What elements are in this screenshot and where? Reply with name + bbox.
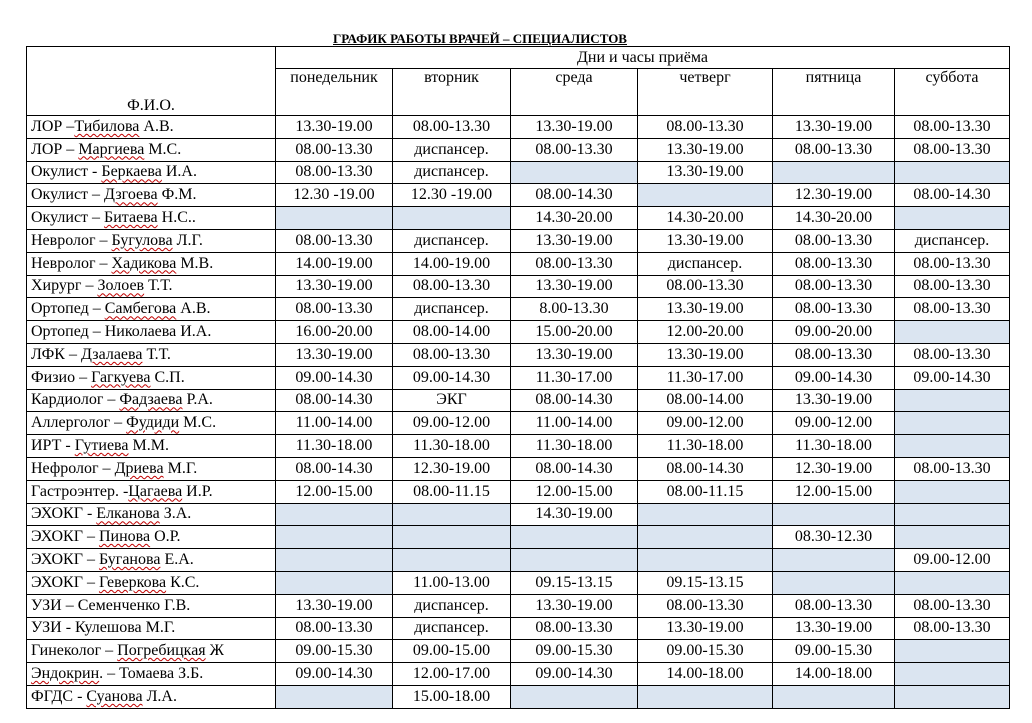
doctor-name-surname: Геверкова	[98, 573, 167, 591]
hours-cell	[276, 549, 393, 572]
doctor-name-suffix: Л.А.	[142, 687, 177, 705]
hours-cell: 09.00-15.30	[511, 640, 638, 663]
doctor-name-surname: Погребицкая	[117, 642, 206, 660]
hours-cell: 08.00-14.30	[276, 457, 393, 480]
doctor-name-prefix: ЛОР –	[31, 140, 79, 158]
hours-cell: 09.00-14.30	[895, 366, 1010, 389]
doctor-name-prefix: Невролог –	[31, 231, 112, 249]
hours-cell	[638, 685, 773, 708]
doctor-name-prefix: УЗИ - Кулешова М.Г.	[31, 619, 176, 637]
doctor-name-surname: Золоев	[97, 277, 145, 295]
table-row	[27, 503, 1010, 526]
hours-cell: 09.00-12.00	[895, 549, 1010, 572]
hours-cell: 08.00-14.30	[511, 389, 638, 412]
hours-cell: 11.30-18.00	[638, 435, 773, 458]
hours-cell: 08.00-14.00	[393, 321, 511, 344]
hours-cell: 08.00-14.30	[511, 457, 638, 480]
hours-cell: 08.00-11.15	[393, 480, 511, 503]
table-row	[27, 184, 1010, 207]
doctor-name-surname: Гагкуева	[91, 368, 151, 386]
doctor-name	[27, 640, 276, 663]
hours-cell: 09.00-14.30	[393, 366, 511, 389]
doctor-name-surname: Елканова	[96, 505, 160, 523]
hours-cell: 11.00-13.00	[393, 571, 511, 594]
hours-cell: 08.00-11.15	[638, 480, 773, 503]
hours-cell	[773, 549, 895, 572]
hours-cell: 08.00-13.30	[276, 161, 393, 184]
hours-cell: 08.00-13.30	[276, 138, 393, 161]
hours-cell	[895, 412, 1010, 435]
document-title: ГРАФИК РАБОТЫ ВРАЧЕЙ – СПЕЦИАЛИСТОВ	[333, 31, 627, 46]
hours-cell: 13.30-19.00	[638, 229, 773, 252]
hours-cell: 12.00-15.00	[773, 480, 895, 503]
doctor-name-suffix: М.С.	[144, 140, 182, 158]
hours-cell: 13.30-19.00	[638, 343, 773, 366]
hours-cell: 08.00-13.30	[773, 298, 895, 321]
hours-cell: 15.00-20.00	[511, 321, 638, 344]
doctor-name-surname: Хадикова	[111, 254, 177, 272]
hours-cell: 13.30-19.00	[276, 275, 393, 298]
doctor-name	[27, 457, 276, 480]
doctor-name-prefix: ИРТ -	[31, 437, 75, 455]
doctor-name	[27, 116, 276, 139]
hours-cell: 08.00-13.30	[895, 138, 1010, 161]
hours-cell	[511, 526, 638, 549]
doctor-name	[27, 343, 276, 366]
doctor-name-prefix: Аллерголог –	[31, 414, 127, 432]
doctor-name-surname: Пинова	[98, 528, 151, 546]
doctor-name-surname: Суанова	[86, 687, 143, 705]
hours-cell: 11.00-14.00	[511, 412, 638, 435]
hours-cell: 08.00-13.30	[511, 138, 638, 161]
hours-cell	[895, 435, 1010, 458]
doctor-name	[27, 389, 276, 412]
table-row	[27, 252, 1010, 275]
hours-cell: 08.00-13.30	[773, 594, 895, 617]
hours-cell: 09.00-15.00	[393, 640, 511, 663]
table-row	[27, 594, 1010, 617]
doctor-name-suffix: Ж	[205, 642, 224, 660]
hours-cell	[773, 685, 895, 708]
hours-cell: 08.00-13.30	[895, 617, 1010, 640]
hours-cell: 09.00-14.30	[511, 663, 638, 686]
hours-cell: 13.30-19.00	[511, 229, 638, 252]
hours-cell: 09.00-20.00	[773, 321, 895, 344]
hours-cell	[276, 207, 393, 230]
table-row	[27, 412, 1010, 435]
hours-cell	[895, 640, 1010, 663]
hours-cell: 13.30-19.00	[511, 343, 638, 366]
doctor-name-prefix: Окулист -	[31, 163, 102, 181]
hours-cell: 12.00-17.00	[393, 663, 511, 686]
table-row	[27, 161, 1010, 184]
hours-cell: 14.30-20.00	[511, 207, 638, 230]
hours-cell: 09.00-15.30	[773, 640, 895, 663]
hours-cell: 08.00-13.30	[638, 116, 773, 139]
doctor-name	[27, 549, 276, 572]
hours-cell	[393, 526, 511, 549]
hours-cell: 08.00-13.30	[638, 275, 773, 298]
hours-cell: 13.30-19.00	[773, 617, 895, 640]
hours-cell: 08.00-13.30	[276, 617, 393, 640]
doctor-name-suffix: Н.С..	[157, 209, 196, 227]
hours-cell	[276, 685, 393, 708]
table-row	[27, 571, 1010, 594]
hours-cell	[895, 161, 1010, 184]
hours-cell: 12.30 -19.00	[393, 184, 511, 207]
doctor-name-suffix: Е.А.	[160, 551, 194, 569]
hours-cell: 13.30-19.00	[638, 138, 773, 161]
doctor-name-surname: Самбегова	[104, 300, 177, 318]
hours-cell: диспансер.	[895, 229, 1010, 252]
table-row	[27, 640, 1010, 663]
table-row	[27, 435, 1010, 458]
header-day: суббота	[895, 69, 1010, 116]
doctor-name	[27, 663, 276, 686]
hours-cell: 11.30-18.00	[393, 435, 511, 458]
hours-cell: 08.00-13.30	[895, 275, 1010, 298]
header-day: понедельник	[276, 69, 393, 116]
doctor-name	[27, 594, 276, 617]
hours-cell	[638, 503, 773, 526]
doctor-name	[27, 685, 276, 708]
hours-cell: 14.30-20.00	[638, 207, 773, 230]
schedule-table	[26, 46, 1010, 709]
hours-cell: 14.30-20.00	[773, 207, 895, 230]
doctor-name-prefix: ЛФК –	[31, 345, 81, 363]
hours-cell	[895, 663, 1010, 686]
doctor-name-suffix: Ф.М.	[157, 186, 197, 204]
doctor-name-suffix: С.П.	[150, 368, 185, 386]
hours-cell: 09.00-14.30	[276, 366, 393, 389]
doctor-name	[27, 229, 276, 252]
hours-cell: 14.00-19.00	[276, 252, 393, 275]
hours-cell: 13.30-19.00	[276, 116, 393, 139]
hours-cell: 08.00-13.30	[895, 594, 1010, 617]
schedule-body	[27, 116, 1010, 709]
hours-cell: 09.00-12.00	[393, 412, 511, 435]
hours-cell: диспансер.	[393, 161, 511, 184]
hours-cell: 14.00-19.00	[393, 252, 511, 275]
doctor-name-surname: Дзгоева	[104, 186, 158, 204]
hours-cell: 12.00-20.00	[638, 321, 773, 344]
hours-cell: 08.00-13.30	[276, 298, 393, 321]
doctor-name-suffix: К.С.	[166, 573, 200, 591]
hours-cell: 11.30-18.00	[276, 435, 393, 458]
header-day: пятница	[773, 69, 895, 116]
hours-cell	[276, 526, 393, 549]
hours-cell	[638, 526, 773, 549]
hours-cell	[895, 685, 1010, 708]
hours-cell: 09.00-15.30	[638, 640, 773, 663]
hours-cell	[895, 480, 1010, 503]
hours-cell	[276, 571, 393, 594]
hours-cell: 08.00-13.30	[895, 343, 1010, 366]
hours-cell: 08.00-13.30	[773, 252, 895, 275]
hours-cell: ЭКГ	[393, 389, 511, 412]
doctor-name-prefix: ЭХОКГ –	[31, 551, 99, 569]
hours-cell: 08.00-13.30	[773, 229, 895, 252]
hours-cell	[895, 503, 1010, 526]
hours-cell: 09.15-13.15	[511, 571, 638, 594]
table-row	[27, 480, 1010, 503]
hours-cell	[638, 549, 773, 572]
header-day: среда	[511, 69, 638, 116]
doctor-name-prefix: ЭХОКГ -	[31, 505, 97, 523]
doctor-name	[27, 298, 276, 321]
hours-cell: диспансер.	[393, 594, 511, 617]
hours-cell: 09.00-15.30	[276, 640, 393, 663]
doctor-name-suffix: А.В.	[176, 300, 211, 318]
hours-cell: 13.30-19.00	[638, 161, 773, 184]
doctor-name-prefix: УЗИ – Семенченко Г.В.	[31, 596, 191, 614]
doctor-name-suffix: Р.А.	[182, 391, 213, 409]
hours-cell: 09.00-12.00	[638, 412, 773, 435]
doctor-name-suffix: А.В.	[139, 117, 174, 135]
doctor-name-suffix: М.С.	[179, 414, 217, 432]
hours-cell	[393, 549, 511, 572]
doctor-name-surname: Тибилова	[74, 117, 140, 135]
hours-cell: 13.30-19.00	[638, 617, 773, 640]
doctor-name-suffix: И.А.	[161, 163, 197, 181]
hours-cell: 08.00-13.30	[511, 252, 638, 275]
hours-cell: 08.00-14.30	[511, 184, 638, 207]
hours-cell: 16.00-20.00	[276, 321, 393, 344]
hours-cell: 12.00-15.00	[276, 480, 393, 503]
hours-cell: 08.00-14.00	[638, 389, 773, 412]
doctor-name	[27, 138, 276, 161]
doctor-name-surname: Гутиева	[74, 437, 129, 455]
doctor-name-surname: Фадзаева	[119, 391, 183, 409]
doctor-name-prefix: Невролог –	[31, 254, 112, 272]
table-row	[27, 457, 1010, 480]
doctor-name-surname: Цагаева	[128, 482, 183, 500]
hours-cell: 13.30-19.00	[276, 343, 393, 366]
table-row	[27, 366, 1010, 389]
doctor-name-suffix: М.М.	[128, 437, 169, 455]
hours-cell	[895, 526, 1010, 549]
doctor-name-prefix: Ортопед –	[31, 300, 105, 318]
doctor-name-suffix: И.Р.	[182, 482, 213, 500]
hours-cell: 14.00-18.00	[638, 663, 773, 686]
hours-cell: диспансер.	[638, 252, 773, 275]
hours-cell: 13.30-19.00	[638, 298, 773, 321]
hours-cell: 08.00-13.30	[638, 594, 773, 617]
table-row	[27, 389, 1010, 412]
table-row	[27, 207, 1010, 230]
doctor-name-suffix: Л.Г.	[172, 231, 203, 249]
hours-cell: диспансер.	[393, 138, 511, 161]
doctor-name	[27, 435, 276, 458]
hours-cell: 11.00-14.00	[276, 412, 393, 435]
doctor-name	[27, 184, 276, 207]
hours-cell	[773, 503, 895, 526]
doctor-name-prefix: ЛОР –	[31, 117, 75, 135]
table-row	[27, 229, 1010, 252]
hours-cell	[773, 161, 895, 184]
hours-cell: 09.00-12.00	[773, 412, 895, 435]
hours-cell: 11.30-17.00	[511, 366, 638, 389]
doctor-name	[27, 321, 276, 344]
hours-cell: 15.00-18.00	[393, 685, 511, 708]
doctor-name	[27, 275, 276, 298]
hours-cell: 08.00-14.30	[276, 389, 393, 412]
doctor-name-suffix: Т.Т.	[144, 277, 173, 295]
hours-cell: диспансер.	[393, 617, 511, 640]
doctor-name-prefix: ЭХОКГ –	[31, 528, 99, 546]
doctor-name-prefix: ЭХОКГ –	[31, 573, 99, 591]
hours-cell: 13.30-19.00	[511, 594, 638, 617]
doctor-name-surname: Дзалаева	[80, 345, 143, 363]
doctor-name-prefix: Физио –	[31, 368, 92, 386]
header-days-title: Дни и часы приёма	[276, 47, 1010, 69]
hours-cell	[895, 571, 1010, 594]
hours-cell: 12.30-19.00	[773, 184, 895, 207]
hours-cell	[393, 503, 511, 526]
header-day: вторник	[393, 69, 511, 116]
hours-cell: 09.00-14.30	[276, 663, 393, 686]
header-row-days-title	[27, 47, 1010, 69]
hours-cell: 13.30-19.00	[511, 116, 638, 139]
hours-cell: 08.00-13.30	[895, 457, 1010, 480]
hours-cell: 08.30-12.30	[773, 526, 895, 549]
table-row	[27, 116, 1010, 139]
doctor-name-suffix: . – Томаева З.Б.	[99, 665, 204, 683]
table-row	[27, 549, 1010, 572]
hours-cell: 08.00-14.30	[895, 184, 1010, 207]
table-row	[27, 526, 1010, 549]
hours-cell	[895, 207, 1010, 230]
doctor-name	[27, 366, 276, 389]
hours-cell	[773, 571, 895, 594]
hours-cell	[511, 549, 638, 572]
header-fio: Ф.И.О.	[27, 47, 276, 116]
table-row	[27, 275, 1010, 298]
doctor-name-suffix: М.В.	[176, 254, 214, 272]
hours-cell: 14.00-18.00	[773, 663, 895, 686]
hours-cell	[276, 503, 393, 526]
hours-cell: 08.00-13.30	[393, 116, 511, 139]
hours-cell: 13.30-19.00	[773, 116, 895, 139]
doctor-name-surname: Буганова	[98, 551, 161, 569]
hours-cell: 08.00-13.30	[895, 298, 1010, 321]
hours-cell: 08.00-13.30	[895, 252, 1010, 275]
doctor-name	[27, 412, 276, 435]
doctor-name-surname: Эндокрин	[31, 665, 100, 683]
doctor-name	[27, 252, 276, 275]
hours-cell: 13.30-19.00	[276, 594, 393, 617]
hours-cell: 12.30 -19.00	[276, 184, 393, 207]
doctor-name-prefix: Нефролог –	[31, 459, 115, 477]
hours-cell: 11.30-17.00	[638, 366, 773, 389]
table-row	[27, 685, 1010, 708]
hours-cell: 12.30-19.00	[393, 457, 511, 480]
hours-cell: 08.00-13.30	[773, 138, 895, 161]
doctor-name-prefix: Гинеколог –	[31, 642, 118, 660]
hours-cell: 13.30-19.00	[511, 275, 638, 298]
doctor-name-prefix: Ортопед – Николаева И.А.	[31, 323, 212, 341]
hours-cell	[638, 184, 773, 207]
hours-cell: 14.30-19.00	[511, 503, 638, 526]
hours-cell: 09.00-14.30	[773, 366, 895, 389]
doctor-name-suffix: Т.Т.	[142, 345, 171, 363]
hours-cell	[393, 207, 511, 230]
hours-cell: 11.30-18.00	[773, 435, 895, 458]
hours-cell: 08.00-13.30	[773, 343, 895, 366]
hours-cell: 08.00-13.30	[276, 229, 393, 252]
doctor-name-surname: Дриева	[114, 459, 164, 477]
doctor-name-prefix: Окулист –	[31, 209, 105, 227]
doctor-name	[27, 503, 276, 526]
doctor-name-surname: Фудиди	[126, 414, 180, 432]
doctor-name	[27, 571, 276, 594]
doctor-name	[27, 161, 276, 184]
hours-cell: 08.00-13.30	[511, 617, 638, 640]
hours-cell: 12.30-19.00	[773, 457, 895, 480]
doctor-name-prefix: Кардиолог –	[31, 391, 120, 409]
doctor-name-surname: Бугулова	[111, 231, 173, 249]
hours-cell: 08.00-13.30	[393, 343, 511, 366]
doctor-name-prefix: Хирург –	[31, 277, 98, 295]
doctor-name-surname: Беркаева	[101, 163, 162, 181]
hours-cell: 08.00-13.30	[393, 275, 511, 298]
doctor-name	[27, 526, 276, 549]
hours-cell	[895, 389, 1010, 412]
hours-cell: диспансер.	[393, 298, 511, 321]
doctor-name-prefix: ФГДС -	[31, 687, 87, 705]
header-day: четверг	[638, 69, 773, 116]
hours-cell	[511, 161, 638, 184]
hours-cell: 08.00-14.30	[638, 457, 773, 480]
doctor-name-surname: Маргиева	[78, 140, 145, 158]
table-row	[27, 617, 1010, 640]
table-row	[27, 298, 1010, 321]
doctor-name-surname: Битаева	[104, 209, 158, 227]
doctor-name-prefix: Гастроэнтер. -	[31, 482, 129, 500]
doctor-name-suffix: З.А.	[159, 505, 192, 523]
hours-cell: 8.00-13.30	[511, 298, 638, 321]
doctor-name	[27, 617, 276, 640]
doctor-name	[27, 207, 276, 230]
doctor-name-suffix: О.Р.	[150, 528, 181, 546]
hours-cell: 09.15-13.15	[638, 571, 773, 594]
hours-cell: 11.30-18.00	[511, 435, 638, 458]
hours-cell: 12.00-15.00	[511, 480, 638, 503]
table-row	[27, 343, 1010, 366]
doctor-name-prefix: Окулист –	[31, 186, 105, 204]
doctor-name-suffix: М.Г.	[163, 459, 198, 477]
table-row	[27, 138, 1010, 161]
hours-cell: 08.00-13.30	[773, 275, 895, 298]
hours-cell	[511, 685, 638, 708]
hours-cell: 13.30-19.00	[773, 389, 895, 412]
hours-cell: диспансер.	[393, 229, 511, 252]
doctor-name	[27, 480, 276, 503]
hours-cell	[895, 321, 1010, 344]
hours-cell: 08.00-13.30	[895, 116, 1010, 139]
table-row	[27, 321, 1010, 344]
table-row	[27, 663, 1010, 686]
